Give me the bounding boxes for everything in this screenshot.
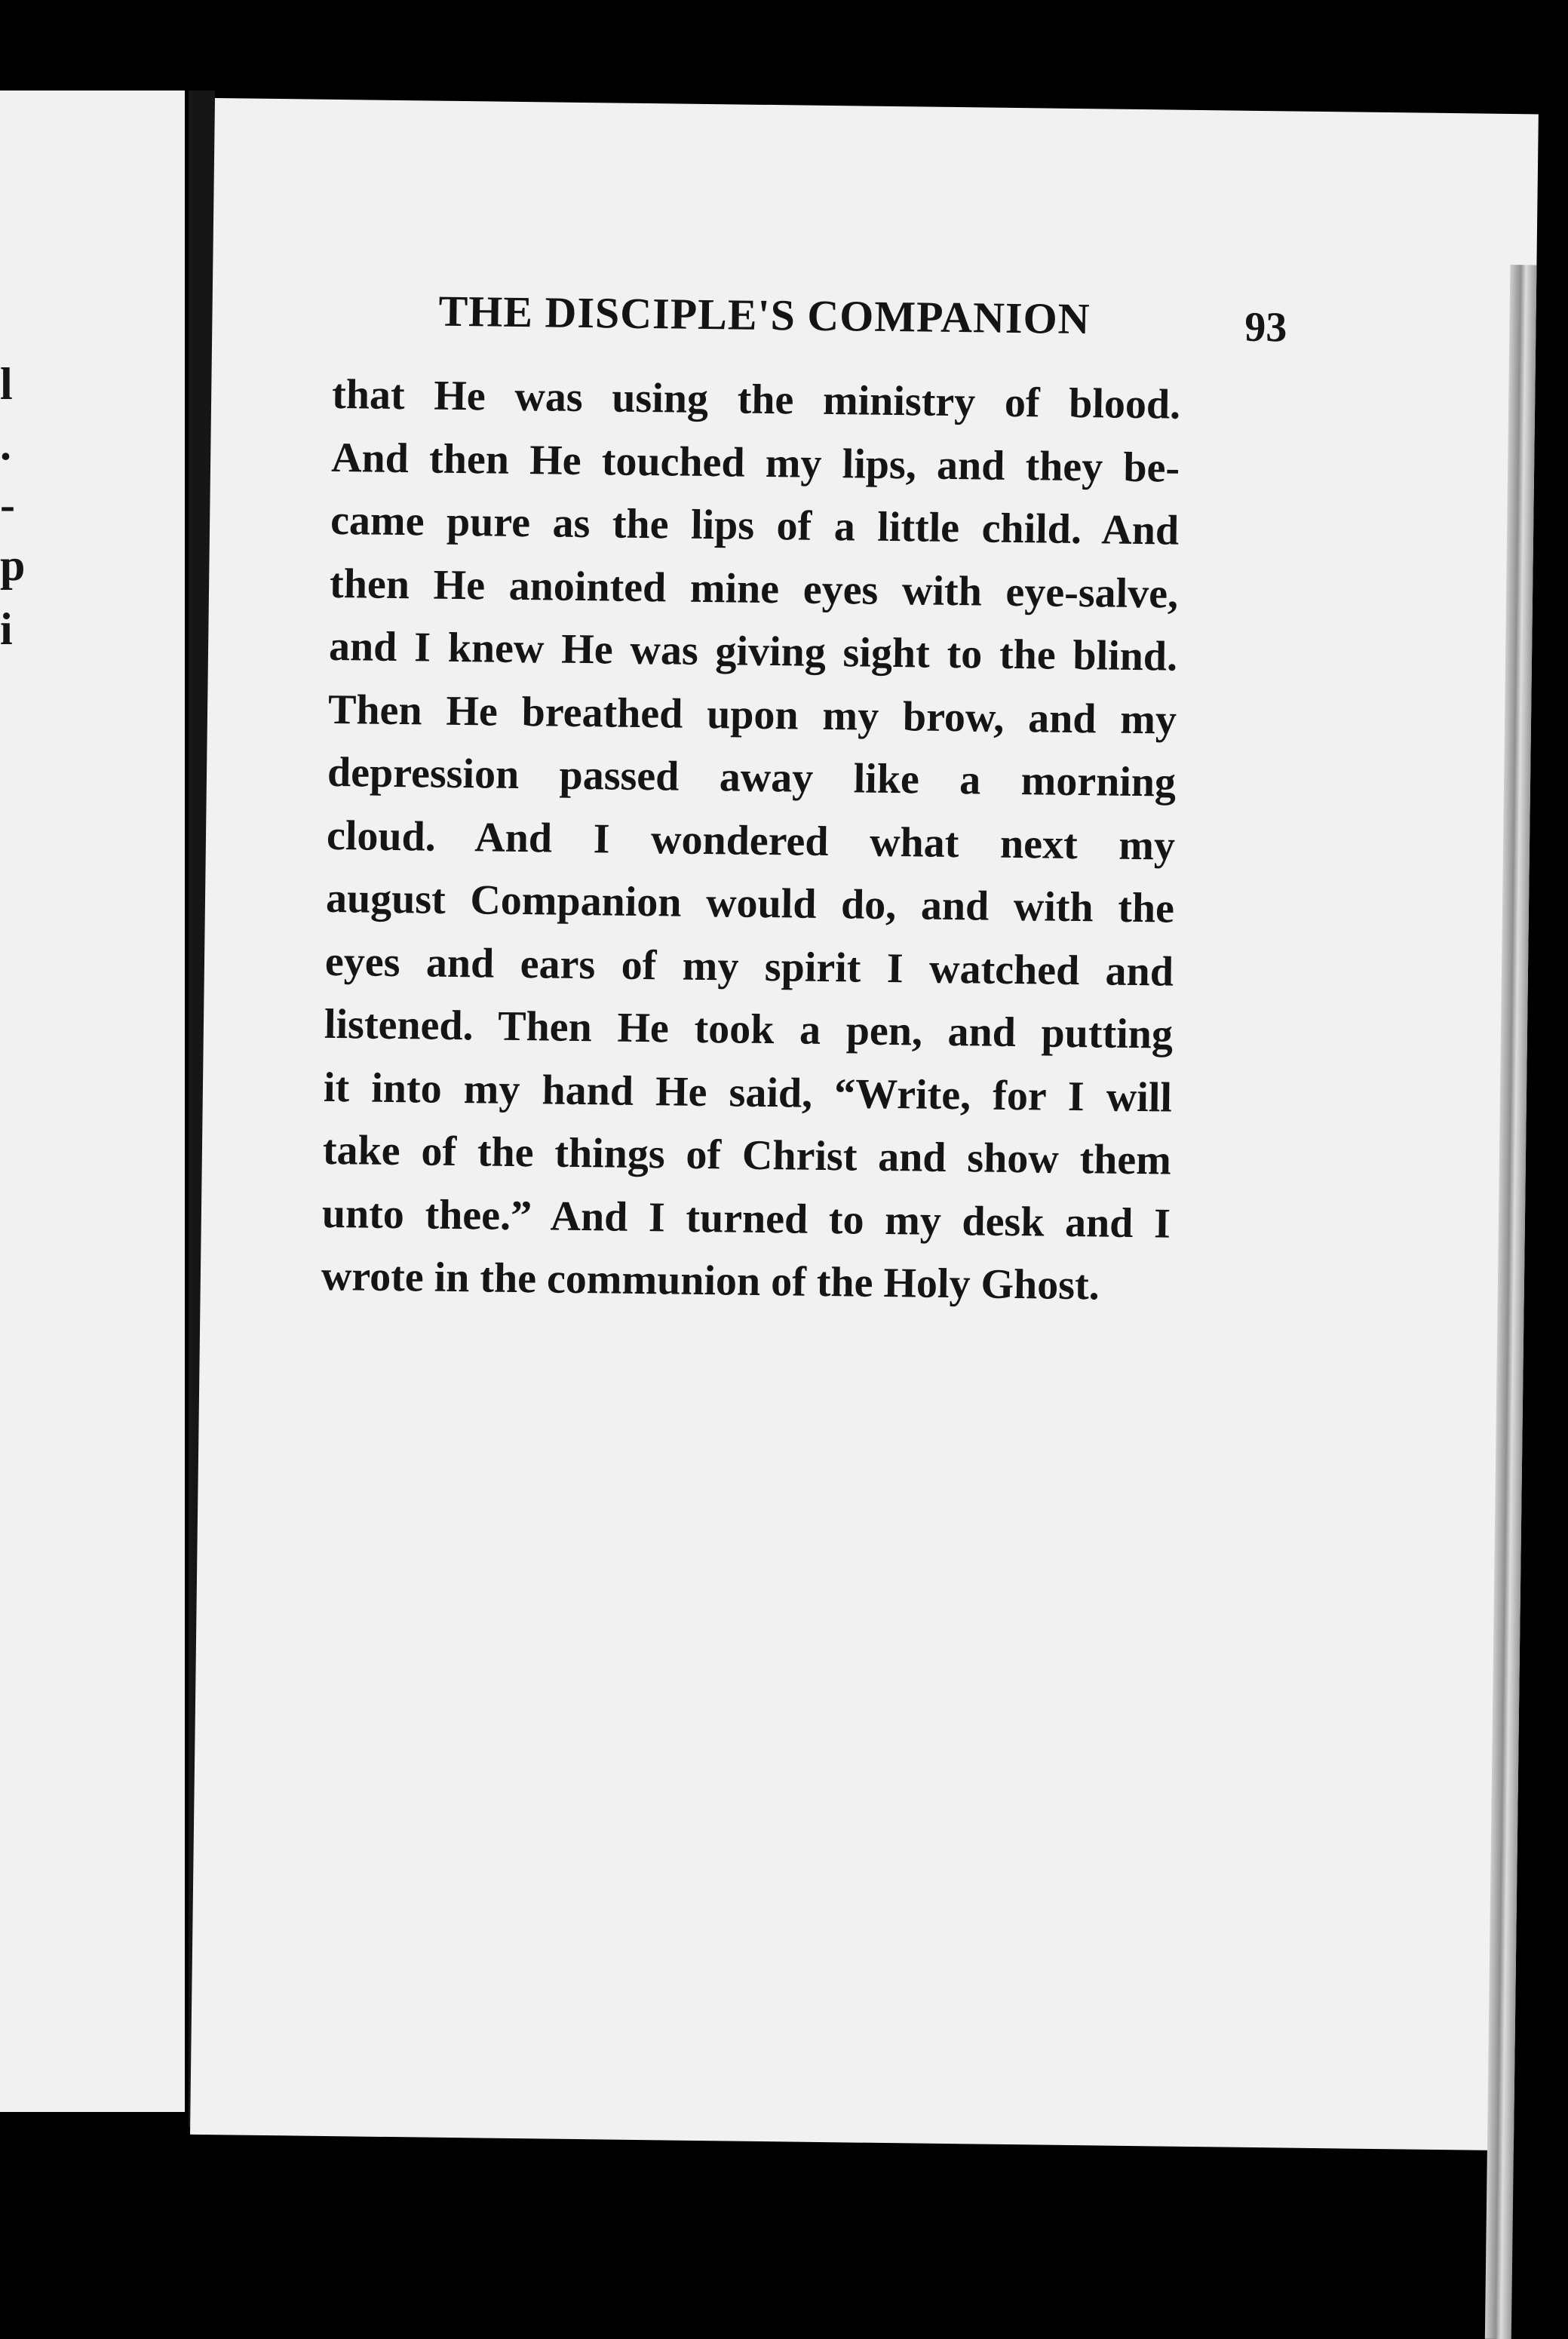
running-head-title: THE DISCIPLE'S COMPANION bbox=[438, 286, 1091, 344]
text-line: and I knew He was giving sight to the blind. bbox=[328, 622, 1178, 680]
text-line: eyes and ears of my spirit I watched and bbox=[324, 938, 1174, 996]
text-line: wrote in the communion of the Holy Ghost. bbox=[321, 1252, 1100, 1309]
left-page bbox=[0, 91, 185, 2112]
text-line: that He was using the ministry of blood. bbox=[331, 370, 1181, 428]
text-line: came pure as the lips of a little child. And bbox=[330, 496, 1180, 554]
right-page bbox=[190, 98, 1539, 2150]
text-line: And then He touched my lips, and they be- bbox=[330, 434, 1180, 492]
text-line: it into my hand He said, “Write, for I will bbox=[323, 1064, 1173, 1122]
text-line: august Companion would do, and with the bbox=[325, 874, 1175, 932]
body-text bbox=[321, 364, 1180, 1318]
page-edge bbox=[1485, 265, 1537, 2339]
running-head bbox=[438, 286, 1287, 351]
text-line: unto thee.” And I turned to my desk and I bbox=[321, 1189, 1171, 1248]
left-page-fragment: . bbox=[0, 419, 11, 469]
text-line: cloud. And I wondered what next my bbox=[326, 812, 1176, 870]
left-page-fragment: p bbox=[0, 540, 26, 590]
text-line: Then He breathed upon my brow, and my bbox=[327, 686, 1177, 744]
left-page-fragment: - bbox=[0, 480, 15, 529]
text-line: take of the things of Christ and show them bbox=[322, 1126, 1172, 1184]
text-line: listened. Then He took a pen, and putting bbox=[324, 1000, 1174, 1058]
text-line: then He anointed mine eyes with eye-salve, bbox=[329, 560, 1179, 618]
text-line: depression passed away like a morning bbox=[327, 748, 1177, 806]
page-number: 93 bbox=[1244, 303, 1287, 351]
left-page-fragment: i bbox=[0, 604, 13, 654]
left-page-fragment: l bbox=[0, 359, 13, 409]
